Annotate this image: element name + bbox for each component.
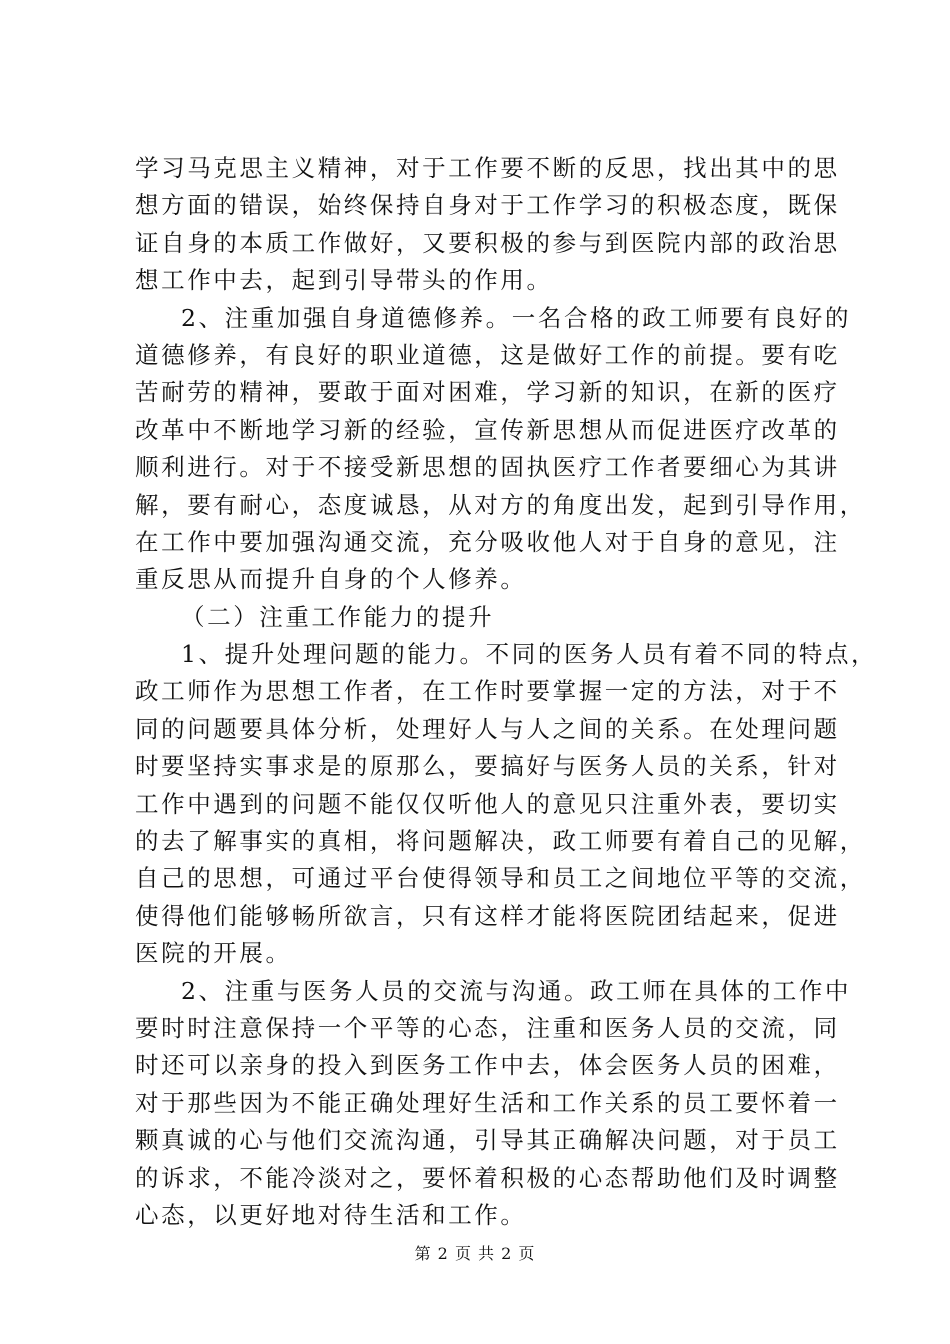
body-line: 的诉求，不能冷淡对之，要怀着积极的心态帮助他们及时调整 xyxy=(135,1163,840,1192)
body-line: 顺利进行。对于不接受新思想的固执医疗工作者要细心为其讲 xyxy=(135,453,840,482)
body-line: 道德修养，有良好的职业道德，这是做好工作的前提。要有吃 xyxy=(135,340,840,369)
body-line: 想方面的错误，始终保持自身对于工作学习的积极态度，既保 xyxy=(135,191,840,220)
body-line: 自己的思想，可通过平台使得领导和员工之间地位平等的交流， xyxy=(135,864,866,893)
body-line: 时要坚持实事求是的原那么，要搞好与医务人员的关系，针对 xyxy=(135,752,840,781)
body-line: 医院的开展。 xyxy=(135,939,292,968)
body-line: 的去了解事实的真相，将问题解决，政工师要有着自己的见解， xyxy=(135,827,866,856)
body-line: 想工作中去，起到引导带头的作用。 xyxy=(135,266,553,295)
body-line: 解，要有耐心，态度诚恳，从对方的角度出发，起到引导作用， xyxy=(135,490,866,519)
body-line: 心态，以更好地对待生活和工作。 xyxy=(135,1200,527,1229)
paragraph-start-line: 1、提升处理问题的能力。不同的医务人员有着不同的特点， xyxy=(181,640,878,669)
body-line: 同的问题要具体分析，处理好人与人之间的关系。在处理问题 xyxy=(135,714,840,743)
body-line: 改革中不断地学习新的经验，宣传新思想从而促进医疗改革的 xyxy=(135,415,840,444)
body-line: 对于那些因为不能正确处理好生活和工作关系的员工要怀着一 xyxy=(135,1088,840,1117)
body-line: 苦耐劳的精神，要敢于面对困难，学习新的知识，在新的医疗 xyxy=(135,378,840,407)
body-line: 学习马克思主义精神，对于工作要不断的反思，找出其中的思 xyxy=(135,154,840,182)
body-line: 颗真诚的心与他们交流沟通，引导其正确解决问题，对于员工 xyxy=(135,1126,840,1155)
body-line: 工作中遇到的问题不能仅仅听他人的意见只注重外表，要切实 xyxy=(135,789,840,818)
body-line: 时还可以亲身的投入到医务工作中去，体会医务人员的困难， xyxy=(135,1051,840,1080)
body-line: 重反思从而提升自身的个人修养。 xyxy=(135,565,527,594)
body-line: 在工作中要加强沟通交流，充分吸收他人对于自身的意见，注 xyxy=(135,527,840,556)
body-line: 使得他们能够畅所欲言，只有这样才能将医院团结起来，促进 xyxy=(135,901,840,930)
page-number-footer: 第 2 页 共 2 页 xyxy=(414,1244,536,1263)
paragraph-start-line: 2、注重与医务人员的交流与沟通。政工师在具体的工作中 xyxy=(181,976,852,1005)
body-line: 要时时注意保持一个平等的心态，注重和医务人员的交流，同 xyxy=(135,1013,840,1042)
document-body xyxy=(135,150,878,1234)
body-line: 政工师作为思想工作者，在工作时要掌握一定的方法，对于不 xyxy=(135,677,840,706)
body-line: 证自身的本质工作做好，又要积极的参与到医院内部的政治思 xyxy=(135,228,840,257)
section-heading: （二）注重工作能力的提升 xyxy=(181,602,495,631)
paragraph-start-line: 2、注重加强自身道德修养。一名合格的政工师要有良好的 xyxy=(181,303,852,332)
